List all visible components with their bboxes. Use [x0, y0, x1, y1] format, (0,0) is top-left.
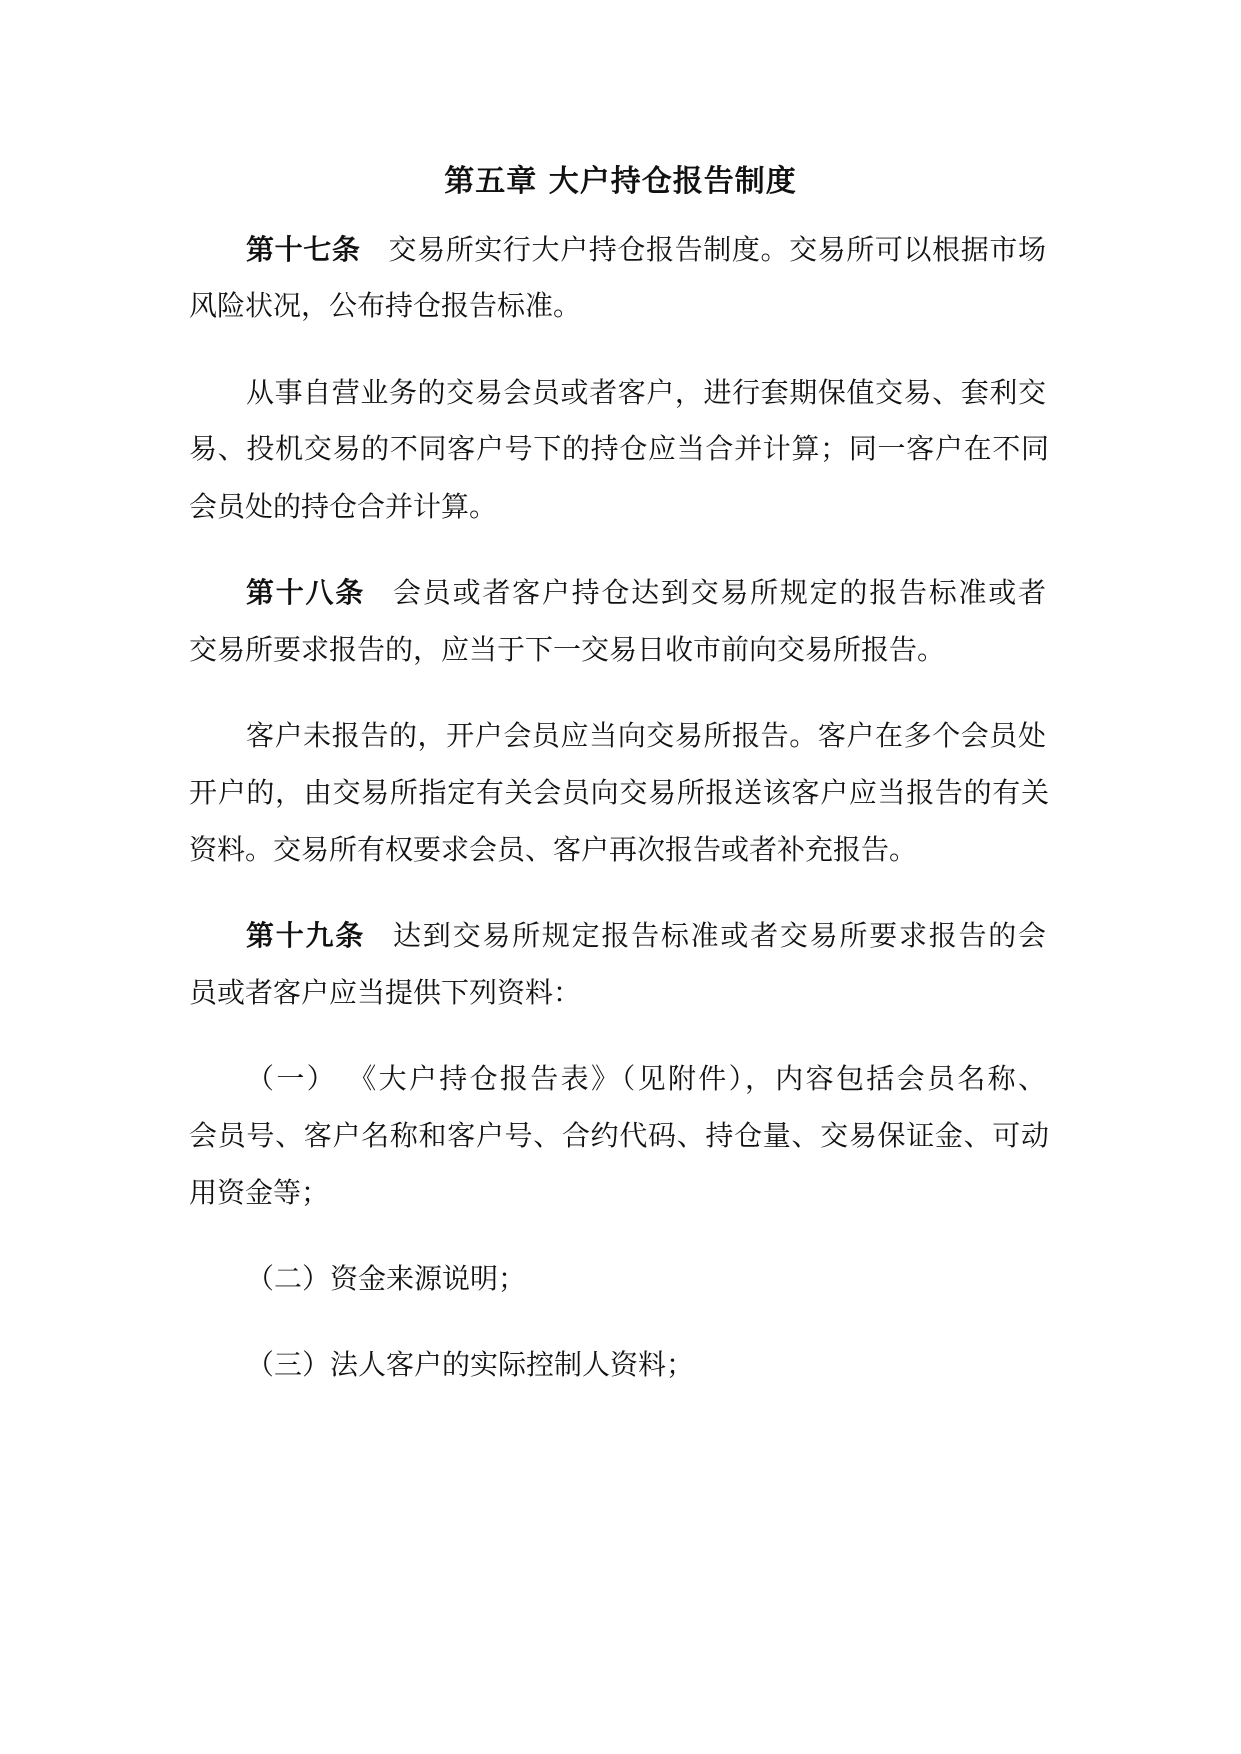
item-3-line-1: （三）法人客户的实际控制人资料； [246, 1348, 695, 1381]
item-2-line-1: （二）资金来源说明； [246, 1262, 527, 1295]
item-1-line-3: 用资金等； [189, 1176, 330, 1209]
client-report-para-line-3: 资料。交易所有权要求会员、客户再次报告或者补充报告。 [189, 833, 918, 866]
item-1-line-1: （一） 《大户持仓报告表》（见附件），内容包括会员名称、 [246, 1062, 1046, 1095]
article-17-line-2: 风险状况，公布持仓报告标准。 [189, 289, 582, 322]
client-report-para-line-2: 开户的，由交易所指定有关会员向交易所报送该客户应当报告的有关 [189, 776, 1049, 809]
article-17-text-1: 交易所实行大户持仓报告制度。交易所可以根据市场 [388, 233, 1046, 266]
article-19-line-2: 员或者客户应当提供下列资料： [189, 976, 582, 1009]
article-17-line-1 [246, 228, 1046, 272]
article-19-line-1 [246, 914, 1046, 958]
self-trading-para-line-2: 易、投机交易的不同客户号下的持仓应当合并计算；同一客户在不同 [189, 432, 1049, 465]
article-17-number: 第十七条 [246, 233, 361, 266]
self-trading-para-line-1: 从事自营业务的交易会员或者客户，进行套期保值交易、套利交 [246, 376, 1046, 409]
article-18-line-1 [246, 571, 1046, 615]
item-1-line-2: 会员号、客户名称和客户号、合约代码、持仓量、交易保证金、可动 [189, 1119, 1049, 1152]
article-19-text-1: 达到交易所规定报告标准或者交易所要求报告的会 [393, 919, 1046, 952]
self-trading-para-line-3: 会员处的持仓合并计算。 [189, 490, 498, 523]
article-18-text-1: 会员或者客户持仓达到交易所规定的报告标准或者 [393, 576, 1046, 609]
article-18-number: 第十八条 [246, 576, 366, 609]
chapter-title: 第五章 大户持仓报告制度 [444, 164, 797, 199]
client-report-para-line-1: 客户未报告的，开户会员应当向交易所报告。客户在多个会员处 [246, 719, 1046, 752]
article-19-number: 第十九条 [246, 919, 366, 952]
article-18-line-2: 交易所要求报告的，应当于下一交易日收市前向交易所报告。 [189, 633, 946, 666]
